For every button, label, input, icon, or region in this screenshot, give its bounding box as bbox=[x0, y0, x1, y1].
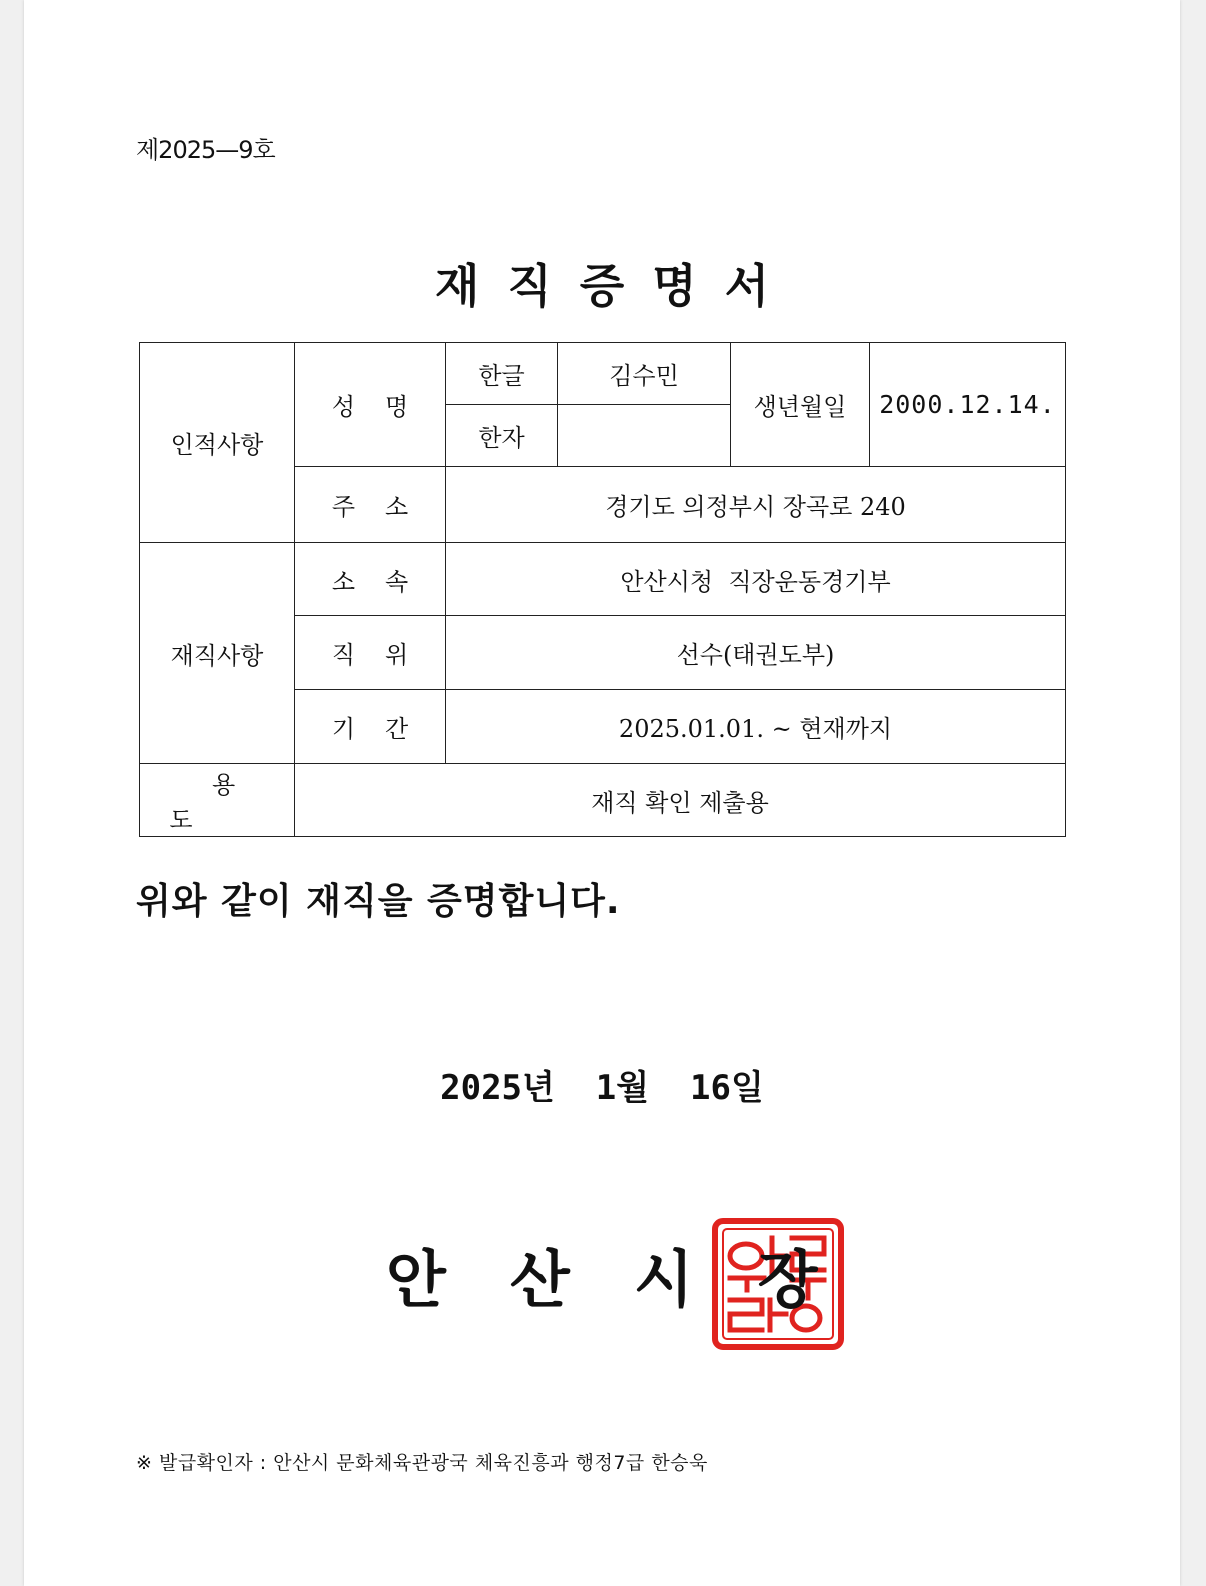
issue-date: 2025년 1월 16일 bbox=[440, 1068, 764, 1108]
position-value: 선수(태권도부) bbox=[446, 616, 1066, 690]
certification-statement: 위와 같이 재직을 증명합니다. bbox=[136, 881, 621, 922]
purpose-value: 재직 확인 제출용 bbox=[295, 764, 1066, 837]
certificate-table bbox=[139, 342, 1066, 837]
hanja-name-value bbox=[558, 405, 731, 467]
period-value: 2025.01.01. ~ 현재까지 bbox=[446, 690, 1066, 764]
address-value: 경기도 의정부시 장곡로 240 bbox=[446, 467, 1066, 543]
document-title: 재직증명서 bbox=[434, 259, 798, 313]
birth-label: 생년월일 bbox=[731, 343, 870, 467]
position-label: 직위 bbox=[295, 616, 446, 690]
department-label: 소속 bbox=[295, 543, 446, 616]
document-page bbox=[24, 0, 1180, 1586]
employment-section-label: 재직사항 bbox=[140, 543, 295, 764]
hangul-name-value: 김수민 bbox=[558, 343, 731, 405]
document-number: 제2025—9호 bbox=[136, 136, 275, 164]
hanja-label: 한자 bbox=[446, 405, 558, 467]
address-label: 주소 bbox=[295, 467, 446, 543]
birth-value: 2000.12.14. bbox=[870, 343, 1066, 467]
issuer-name: 안산시장 bbox=[386, 1243, 882, 1316]
name-label: 성명 bbox=[295, 343, 446, 467]
personal-section-label: 인적사항 bbox=[140, 343, 295, 543]
hangul-label: 한글 bbox=[446, 343, 558, 405]
issuer-confirmation-note: ※ 발급확인자 : 안산시 문화체육관광국 체육진흥과 행정7급 한승욱 bbox=[136, 1452, 708, 1474]
period-label: 기간 bbox=[295, 690, 446, 764]
purpose-label: 용도 bbox=[140, 764, 295, 837]
department-value: 안산시청 직장운동경기부 bbox=[446, 543, 1066, 616]
